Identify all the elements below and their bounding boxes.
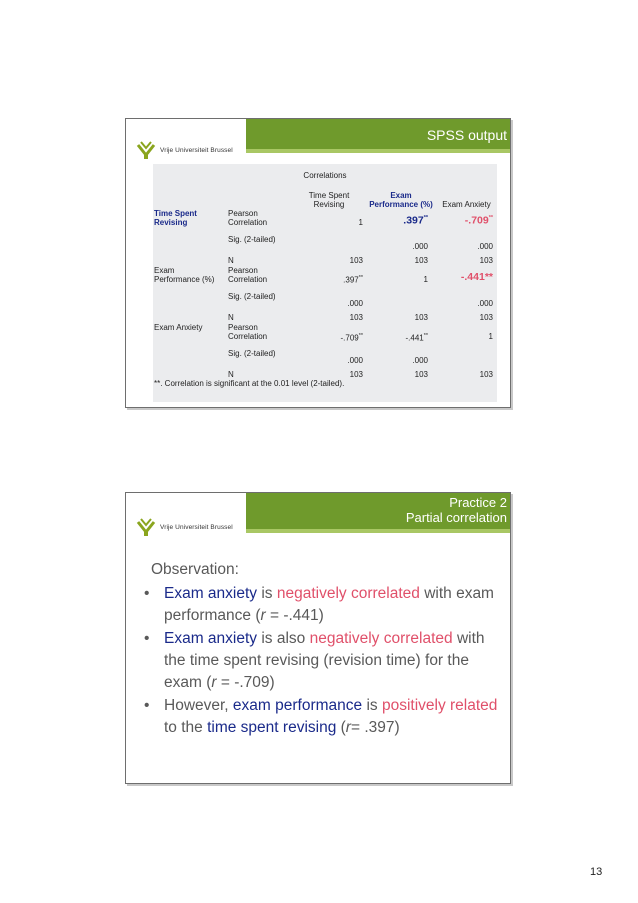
cell: 103 (349, 370, 363, 379)
cell: .397** (403, 214, 428, 227)
cell: .000 (347, 356, 363, 365)
vub-logo (136, 140, 233, 160)
cell: -.441** (460, 271, 493, 283)
stat-sig: Sig. (2-tailed) (228, 292, 276, 301)
col-header-exam-performance: Exam Performance (%) (369, 191, 433, 209)
bullet-icon: • (144, 697, 150, 714)
stat-pearson: Pearson Correlation (228, 323, 268, 341)
slide-partial-correlation (125, 492, 511, 784)
stat-n: N (228, 313, 234, 322)
cell: .000 (412, 356, 428, 365)
cell: 1 (358, 218, 363, 227)
cell: .000 (412, 242, 428, 251)
vub-logo-icon (136, 140, 156, 160)
table-footnote: **. Correlation is significant at the 0.01 level (2-tailed). (154, 379, 345, 388)
cell: .397** (343, 275, 363, 285)
logo-text: Vrije Universiteit Brussel (160, 523, 233, 531)
stat-n: N (228, 370, 234, 379)
observation-heading: Observation: (151, 561, 239, 578)
stat-sig: Sig. (2-tailed) (228, 235, 276, 244)
slide-title: SPSS output (426, 127, 507, 143)
stat-sig: Sig. (2-tailed) (228, 349, 276, 358)
cell: 103 (349, 256, 363, 265)
bullet-list (140, 583, 505, 740)
cell: .000 (477, 242, 493, 251)
stat-n: N (228, 256, 234, 265)
vub-logo (136, 517, 233, 537)
cell: 1 (423, 275, 428, 284)
list-item: • However, exam performance is positively related to the time spent revising (r= .397) (144, 697, 498, 736)
stat-pearson: Pearson Correlation (228, 266, 268, 284)
list-item: • Exam anxiety is negatively correlated with exam performance (r = -.441) (144, 585, 494, 624)
cell: 103 (479, 313, 493, 322)
row-label-time-spent: Time Spent Revising (154, 209, 197, 227)
cell: 103 (349, 313, 363, 322)
correlations-table (153, 164, 497, 402)
stat-pearson: Pearson Correlation (228, 209, 268, 227)
slide-title: Practice 2 Partial correlation (405, 495, 507, 525)
page-number: 13 (590, 866, 603, 878)
bullet-icon: • (144, 585, 150, 602)
slide-spss-output (125, 118, 511, 408)
cell: 103 (414, 370, 428, 379)
cell: -.709** (464, 214, 493, 227)
table-caption: Correlations (303, 171, 347, 180)
cell: -.441** (405, 333, 428, 343)
bullet-icon: • (144, 630, 150, 647)
title-bar (246, 493, 510, 533)
vub-logo-icon (136, 517, 156, 537)
row-label-exam-anxiety: Exam Anxiety (154, 323, 203, 332)
row-label-exam-performance: Exam Performance (%) (154, 266, 215, 284)
cell: .000 (347, 299, 363, 308)
cell: 103 (414, 256, 428, 265)
cell: 103 (414, 313, 428, 322)
logo-text: Vrije Universiteit Brussel (160, 146, 233, 154)
col-header-exam-anxiety: Exam Anxiety (442, 200, 491, 209)
col-header-time-spent: Time Spent Revising (308, 191, 350, 209)
cell: 103 (479, 370, 493, 379)
cell: 1 (488, 332, 493, 341)
cell: 103 (479, 256, 493, 265)
list-item: • Exam anxiety is also negatively correlated with the time spent revising (revision time) for the exam (r = -.709) (144, 630, 485, 691)
cell: .000 (477, 299, 493, 308)
cell: -.709** (340, 333, 363, 343)
title-bar (246, 119, 510, 153)
